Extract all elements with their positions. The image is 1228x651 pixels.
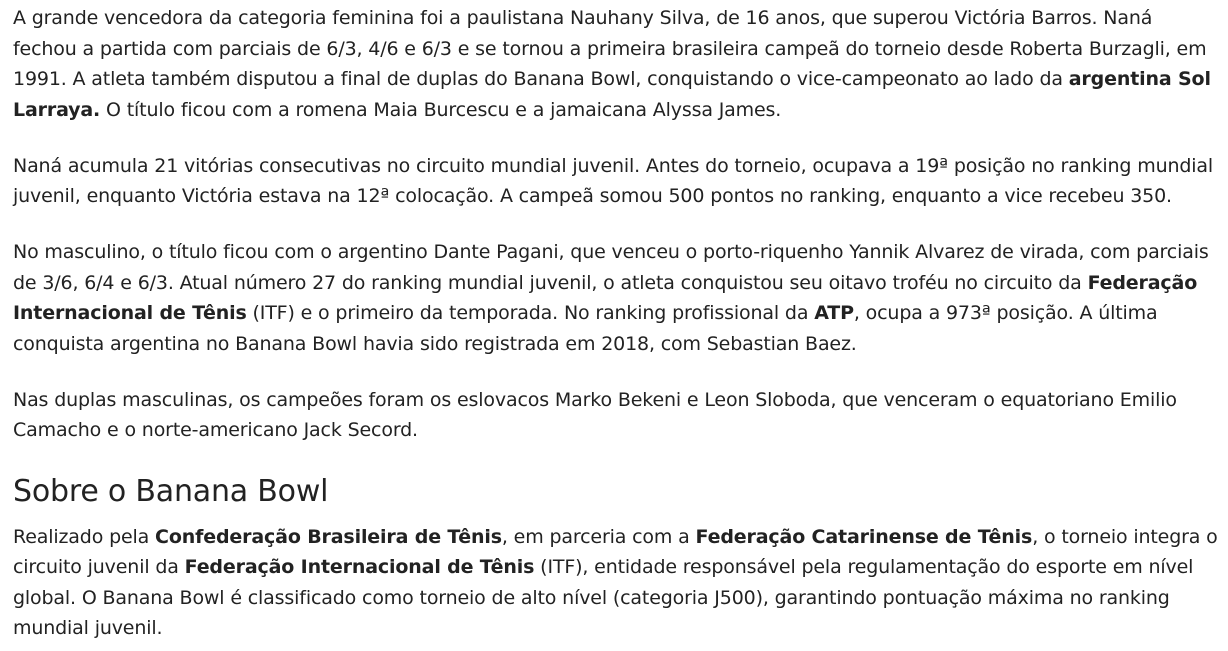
paragraph-spacer: [13, 125, 1218, 151]
paragraph-text: , em parceria com a: [501, 525, 696, 548]
paragraph-text: O título ficou com a romena Maia Burcescu e a jamaicana Alyssa James.: [100, 98, 782, 121]
paragraph-men-doubles: [13, 385, 1218, 446]
paragraph-spacer: [13, 212, 1218, 238]
bold-link-itf[interactable]: Federação Internacional de Tênis: [13, 271, 1198, 324]
paragraph-text: No masculino, o título ficou com o argentino Dante Pagani, que venceu o porto-riquenho Yannik Alvarez de virada, com parciais de 3/6, 6/4 e 6/3. Atual número 27 do ranking mundial juvenil, o atleta conquistou seu oitavo troféu no circuito da: [13, 241, 1209, 294]
paragraph-spacer: [13, 359, 1218, 385]
paragraph-women-final: [13, 0, 1218, 125]
bold-link-fct[interactable]: Federação Catarinense de Tênis: [695, 525, 1033, 548]
paragraph-text: (ITF), entidade responsável pela regulamentação do esporte em nível global. O Banana Bowl é classificado como torneio de alto nível (categoria J500), garantindo pontuação máxima no ranking mundial juvenil.: [13, 556, 1194, 639]
paragraph-text: , ocupa a 973ª posição. A última conquista argentina no Banana Bowl havia sido registrada em 2018, com Sebastian Baez.: [13, 302, 1158, 355]
bold-link-cbt[interactable]: Confederação Brasileira de Tênis: [155, 525, 502, 548]
bold-link-atp[interactable]: ATP: [814, 302, 854, 324]
paragraph-text: Naná acumula 21 vitórias consecutivas no circuito mundial juvenil. Antes do torneio, ocupava a 19ª posição no ranking mundial juvenil, enquanto Victória estava na 12ª colocação. A campeã somou 500 pontos no ranking, enquanto a vice recebeu 350.: [13, 154, 1214, 207]
paragraph-about-banana-bowl: [13, 522, 1218, 644]
paragraph-text: A grande vencedora da categoria feminina foi a paulistana Nauhany Silva, de 16 anos, que superou Victória Barros. Naná fechou a partida com parciais de 6/3, 4/6 e 6/3 e se tornou a primeira brasileira campeã do torneio desde Roberta Burzagli, em 1991. A atleta também disputou a final de duplas do Banana Bowl, conquistando o vice-campeonato ao lado da: [13, 7, 1207, 90]
bold-link-itf[interactable]: Federação Internacional de Tênis: [184, 556, 535, 578]
paragraph-men-final: [13, 237, 1218, 359]
paragraph-text: Realizado pela: [13, 525, 156, 548]
paragraph-text: (ITF) e o primeiro da temporada. No ranking profissional da: [246, 302, 815, 324]
paragraph-text: Nas duplas masculinas, os campeões foram os eslovacos Marko Bekeni e Leon Sloboda, que venceram o equatoriano Emilio Camacho e o norte-americano Jack Secord.: [13, 388, 1177, 441]
paragraph-text: , o torneio integra o circuito juvenil da: [13, 525, 1218, 578]
paragraph-nana-streak: [13, 151, 1218, 212]
bold-link-sol-larraya[interactable]: argentina Sol Larraya.: [13, 68, 1211, 121]
section-heading: Sobre o Banana Bowl: [13, 473, 329, 509]
